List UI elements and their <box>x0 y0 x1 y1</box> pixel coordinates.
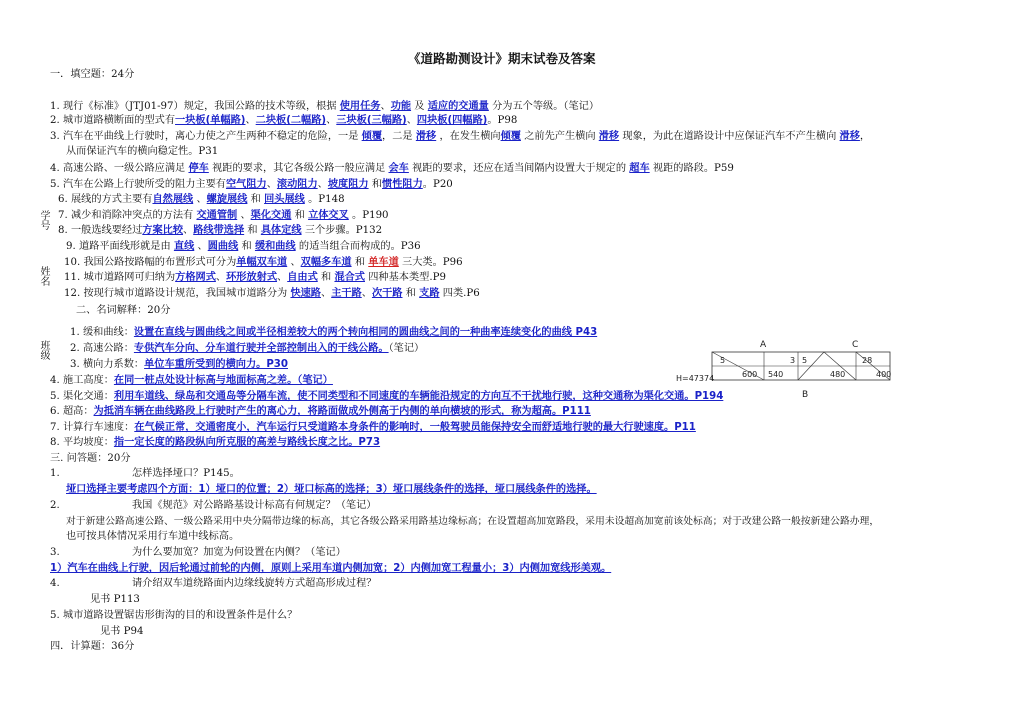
term-3: 3. 横向力系数：单位车重所受到的横向力。P30 <box>70 359 288 370</box>
fill-question-5: 5. 汽车在公路上行驶所受的阻力主要有空气阻力、滚动阻力、坡度阻力 和惯性阻力。P20 <box>50 179 453 190</box>
fill-question-10: 10. 我国公路按路幅的布置形式可分为单幅双车道 、双幅多车道 和 单车道 三大类。P96 <box>64 257 463 268</box>
section4-header: 四．计算题：36分 <box>50 641 135 652</box>
fill-question-8: 8. 一般选线要经过方案比较、路线带选择 和 具体定线 三个步骤。P132 <box>58 225 383 236</box>
page-title: 《道路勘测设计》期末试卷及答案 <box>408 51 596 66</box>
question-4-reference: 见书 P113 <box>90 594 140 605</box>
fill-question-3: 3. 汽车在平曲线上行驶时，离心力使之产生两种不稳定的危险，一是 倾覆，二是 滑移 ，在发生横向倾覆 之前先产生横向 滑移 现象，为此在道路设计中应保证汽车不产生横向 滑移， <box>50 131 871 142</box>
question-3-number: 3. <box>50 547 60 558</box>
section3-header: 三. 问答题：20分 <box>50 453 131 464</box>
question-1-text: 怎样选择垭口？P145。 <box>132 468 240 479</box>
question-3-text: 为什么要加宽？加宽为何设置在内侧？（笔记） <box>132 547 346 558</box>
term-6: 6. 超高：为抵消车辆在曲线路段上行驶时产生的离心力，将路面做成外侧高于内侧的单向横坡的形式，称为超高。P111 <box>50 406 591 417</box>
top-value-2: 3 <box>790 356 796 365</box>
question-5-reference: 见书 P94 <box>100 626 144 637</box>
fill-question-9: 9. 道路平面线形就是由 直线 、圆曲线 和 缓和曲线 的适当组合而构成的。P36 <box>66 241 421 252</box>
figure-label-c: C <box>852 340 859 350</box>
question-5-text: 5. 城市道路设置锯齿形街沟的目的和设置条件是什么？ <box>50 610 298 621</box>
fill-question-3-continued: 从而保证汽车的横向稳定性。P31 <box>66 146 219 157</box>
fill-question-1: 1. 现行《标准》（JTJ01-97）规定，我国公路的技术等级，根据 使用任务、功能 及 适应的交通量 分为五个等级。（笔记） <box>50 101 600 112</box>
term-2: 2. 高速公路：专供汽车分向、分车道行驶并全部控制出入的干线公路。（笔记） <box>70 343 425 354</box>
margin-label-class: 班级 <box>38 340 49 360</box>
bottom-value-1: 600 <box>742 370 758 379</box>
bottom-value-4: 400 <box>876 370 892 379</box>
bottom-value-3: 480 <box>830 370 846 379</box>
top-value-1: 5 <box>720 356 726 365</box>
question-2-answer-line1: 对于新建公路高速公路、一级公路采用中央分隔带边缘的标高，其它各级公路采用路基边缘标高；在设置超高加宽路段，采用未设超高加宽前该处标高；对于改建公路一般按新建公路办理， <box>66 516 880 527</box>
term-1: 1. 缓和曲线：设置在直线与圆曲线之间或半径相差较大的两个转向相同的圆曲线之间的一种曲率连续变化的曲线 P43 <box>70 327 598 338</box>
term-5: 5. 渠化交通：利用车道线、绿岛和交通岛等分隔车流，使不同类型和不同速度的车辆能沿规定的方向互不干扰地行驶，这种交通称为渠化交通。P194 <box>50 391 724 402</box>
fill-question-7: 7. 减少和消除冲突点的方法有 交通管制 、渠化交通 和 立体交叉 。P190 <box>58 210 389 221</box>
fill-question-2: 2. 城市道路横断面的型式有一块板(单幅路)、二块板(二幅路)、三块板(三幅路)、四块板(四幅路)。P98 <box>50 115 518 126</box>
fill-question-12: 12. 按现行城市道路设计规范，我国城市道路分为 快速路、主干路、次干路 和 支路 四类.P6 <box>64 288 480 299</box>
top-value-3: 5 <box>802 356 808 365</box>
left-label: H=47374 <box>676 374 715 383</box>
question-2-text: 我国《规范》对公路路基设计标高有何规定？（笔记） <box>132 500 377 511</box>
truss-diagram <box>676 338 916 402</box>
section2-header: 二、名词解释：20分 <box>76 305 171 316</box>
section1-header: 一．填空题：24分 <box>50 69 135 80</box>
question-4-text: 请介绍双车道绕路面内边缘线旋转方式超高形成过程？ <box>132 578 377 589</box>
term-8: 8. 平均坡度：指一定长度的路段纵向所克服的高差与路线长度之比。P73 <box>50 437 381 448</box>
question-1-answer: 垭口选择主要考虑四个方面：1）垭口的位置；2）垭口标高的选择；3）垭口展线条件的选择，垭口展线条件的选择。 <box>66 484 597 495</box>
figure-label-b: B <box>802 390 809 400</box>
question-2-answer-line2: 也可按具体情况采用行车道中线标高。 <box>66 531 240 542</box>
question-4-number: 4. <box>50 578 60 589</box>
term-4: 4. 施工高度：在同一桩点处设计标高与地面标高之差。（笔记） <box>50 375 333 386</box>
margin-label-student-id: 学号 <box>38 210 49 230</box>
top-value-4: 28 <box>862 356 873 365</box>
fill-question-6: 6. 展线的方式主要有自然展线 、螺旋展线 和 回头展线 。P148 <box>58 194 345 205</box>
term-7: 7. 计算行车速度：在气候正常，交通密度小，汽车运行只受道路本身条件的影响时，一般驾驶员能保持安全而舒适地行驶的最大行驶速度。P11 <box>50 422 696 433</box>
fill-question-11: 11. 城市道路网可归纳为方格网式、环形放射式、自由式 和 混合式 四种基本类型.P9 <box>64 272 446 283</box>
figure-label-a: A <box>760 340 767 350</box>
question-2-number: 2. <box>50 500 60 511</box>
margin-label-name: 姓名 <box>38 266 49 286</box>
bottom-value-2: 540 <box>768 370 784 379</box>
fill-question-4: 4. 高速公路、一级公路应满足 停车 视距的要求，其它各级公路一般应满足 会车 视距的要求，还应在适当间隔内设置大于规定的 超车 视距的路段。P59 <box>50 163 734 174</box>
question-1-number: 1. <box>50 468 60 479</box>
question-3-answer: 1）汽车在曲线上行驶，因后轮通过前轮的内侧，原则上采用车道内侧加宽；2）内侧加宽工程量小；3）内侧加宽线形美观。 <box>50 563 612 574</box>
